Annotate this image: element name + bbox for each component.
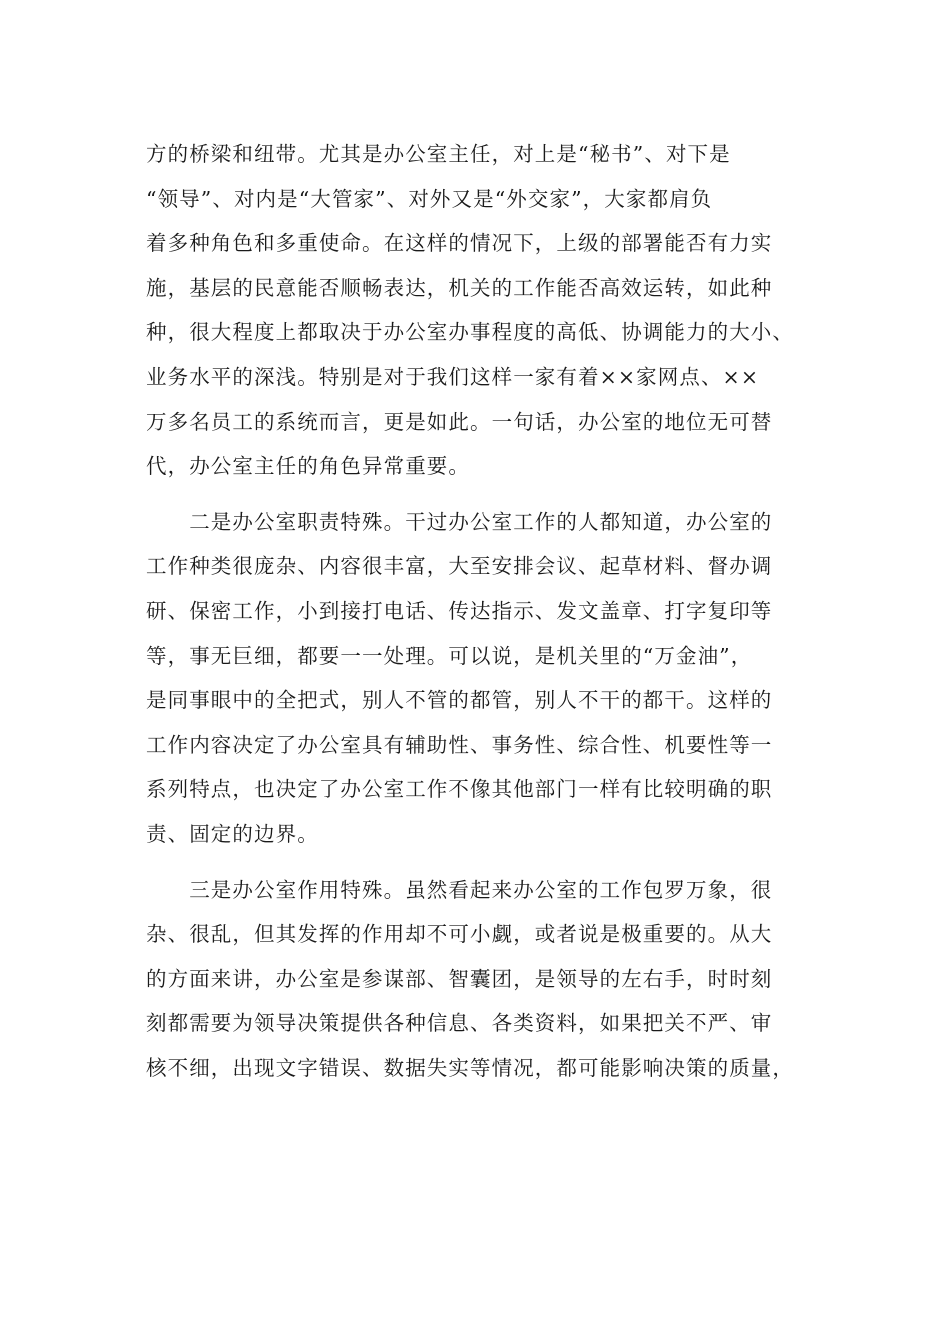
- paragraph-1: [146, 132, 806, 489]
- text-line: 业务水平的深浅。特别是对于我们这样一家有着××家网点、××: [146, 364, 760, 389]
- text-line: 责、固定的边界。: [146, 821, 319, 846]
- paragraph-spacer: [146, 489, 806, 500]
- text-line: 种，很大程度上都取决于办公室办事程度的高低、协调能力的大小、: [146, 320, 794, 345]
- text-line: 等，事无巨细，都要一一处理。可以说，是机关里的“万金油”，: [146, 643, 753, 668]
- text-line: 方的桥梁和纽带。尤其是办公室主任，对上是“秘书”、对下是: [146, 142, 731, 166]
- text-line: 三是办公室作用特殊。虽然看起来办公室的工作包罗万象，很: [146, 877, 773, 902]
- text-line: “领导”、对内是“大管家”、对外又是“外交家”，大家都肩负: [146, 186, 713, 211]
- paragraph-2: [146, 500, 806, 857]
- text-line: 二是办公室职责特殊。干过办公室工作的人都知道，办公室的: [146, 509, 773, 534]
- text-line: 万多名员工的系统而言，更是如此。一句话，办公室的地位无可替: [146, 409, 773, 434]
- text-line: 刻都需要为领导决策提供各种信息、各类资料，如果把关不严、审: [146, 1011, 773, 1036]
- text-line: 工作种类很庞杂、内容很丰富，大至安排会议、起草材料、督办调: [146, 554, 773, 579]
- text-line: 是同事眼中的全把式，别人不管的都管，别人不干的都干。这样的: [146, 688, 773, 713]
- text-line: 核不细，出现文字错误、数据失实等情况，都可能影响决策的质量，: [146, 1055, 794, 1080]
- paragraph-3: [146, 868, 806, 1091]
- text-line: 施，基层的民意能否顺畅表达，机关的工作能否高效运转，如此种: [146, 275, 773, 300]
- paragraph-spacer: [146, 857, 806, 868]
- text-line: 工作内容决定了办公室具有辅助性、事务性、综合性、机要性等一: [146, 732, 773, 757]
- text-line: 代，办公室主任的角色异常重要。: [146, 454, 470, 479]
- text-line: 系列特点，也决定了办公室工作不像其他部门一样有比较明确的职: [146, 777, 773, 802]
- text-line: 着多种角色和多重使命。在这样的情况下，上级的部署能否有力实: [146, 231, 773, 256]
- text-line: 的方面来讲，办公室是参谋部、智囊团，是领导的左右手，时时刻: [146, 966, 773, 991]
- document-body: [146, 132, 806, 1090]
- text-line: 研、保密工作，小到接打电话、传达指示、发文盖章、打字复印等: [146, 598, 773, 623]
- text-line: 杂、很乱，但其发挥的作用却不可小觑，或者说是极重要的。从大: [146, 922, 773, 947]
